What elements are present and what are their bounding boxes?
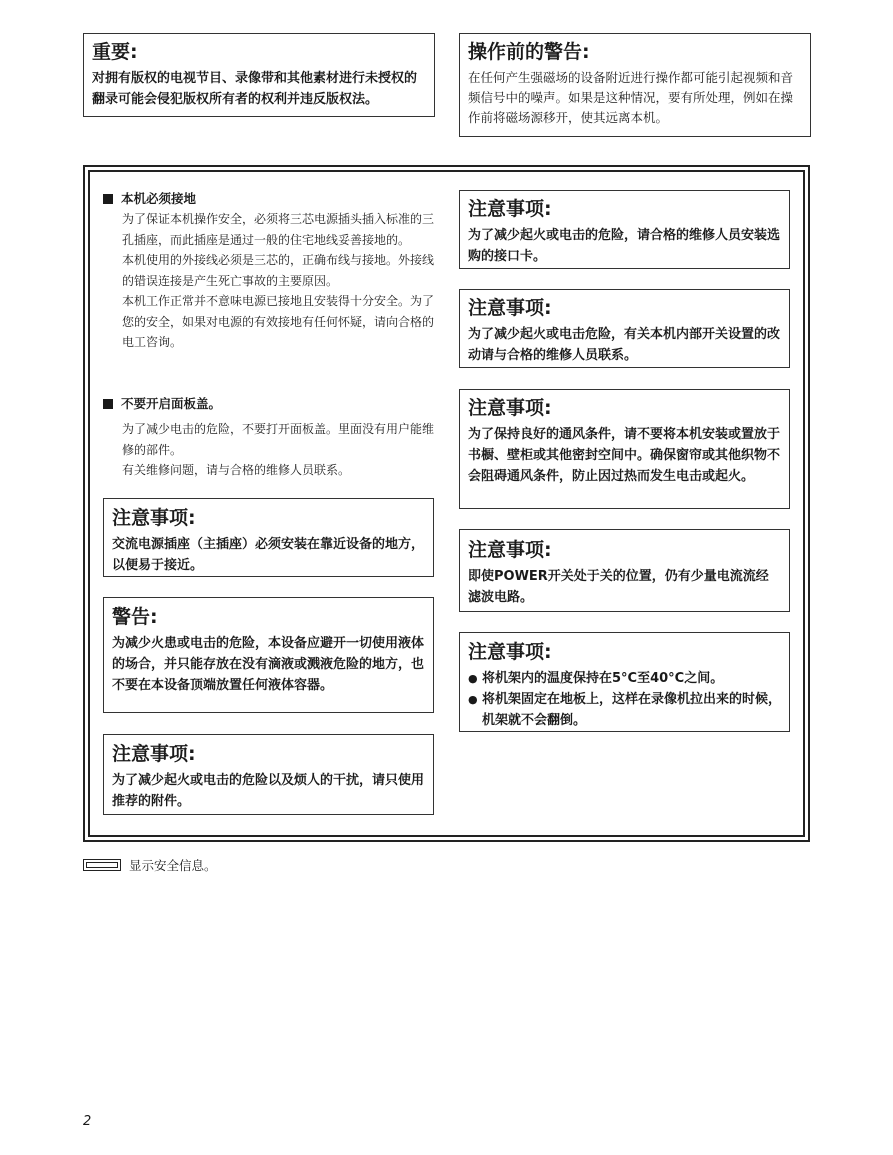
notice-body: 交流电源插座（主插座）必须安装在靠近设备的地方，以便易于接近。: [112, 537, 425, 573]
notice-title: 注意事项:: [468, 641, 552, 663]
legend-text: 显示安全信息。: [129, 858, 217, 873]
pre-operation-warning-body: 在任何产生强磁场的设备附近进行操作都可能引起视频和音频信号中的噪声。如果是这种情况，要有所处理，例如在操作前将磁场源移开，使其远离本机。: [468, 70, 794, 125]
grounding-paragraph-2: 本机使用的外接线必须是三芯的，正确布线与接地。外接线的错误连接是产生死亡事故的主要原因。: [122, 253, 435, 288]
rack-bullet-list: [468, 668, 781, 731]
grounding-heading-text: 本机必须接地: [121, 191, 197, 206]
panel-cover-body: [122, 419, 436, 481]
pre-operation-warning-title: 操作前的警告:: [468, 41, 590, 63]
notice-title: 注意事项:: [468, 297, 552, 319]
notice-interface-card: [459, 190, 790, 269]
notice-title: 注意事项:: [468, 198, 552, 220]
double-frame-icon: [83, 859, 121, 871]
warning-title: 警告:: [112, 606, 158, 628]
rack-bullet-fixing: ● 将机架固定在地板上，这样在录像机拉出来的时候，机架就不会翻倒。: [468, 689, 781, 731]
safety-legend: [83, 855, 217, 875]
panel-cover-paragraph-1: 为了减少电击的危险，不要打开面板盖。里面没有用户能维修的部件。: [122, 422, 435, 457]
notice-power-outlet: [103, 498, 434, 577]
warning-body: 为减少火患或电击的危险，本设备应避开一切使用液体的场合，并只能存放在没有滴液或溅液危险的地方，也不要在本设备顶端放置任何液体容器。: [112, 636, 425, 693]
notice-accessories: [103, 734, 434, 815]
pre-operation-warning-box: [459, 33, 811, 137]
notice-body: 即使POWER开关处于关的位置，仍有少量电流流经滤波电路。: [468, 569, 769, 605]
notice-title: 注意事项:: [468, 539, 552, 561]
important-title: 重要:: [92, 41, 138, 63]
square-bullet-icon: [103, 399, 113, 409]
rack-bullet-temperature: ● 将机架内的温度保持在5°C至40°C之间。: [468, 668, 781, 689]
notice-body: 为了减少起火或电击危险，有关本机内部开关设置的改动请与合格的维修人员联系。: [468, 327, 781, 363]
notice-power-switch: [459, 529, 790, 612]
notice-internal-switches: [459, 289, 790, 368]
page-number: 2: [83, 1114, 92, 1129]
grounding-paragraph-3: 本机工作正常并不意味电源已接地且安装得十分安全。为了您的安全，如果对电源的有效接地有任何怀疑，请向合格的电工咨询。: [122, 294, 435, 349]
notice-title: 注意事项:: [112, 507, 196, 529]
grounding-body: [122, 209, 436, 353]
warning-liquid: [103, 597, 434, 713]
square-bullet-icon: [103, 194, 113, 204]
important-body: 对拥有版权的电视节目、录像带和其他素材进行未授权的翻录可能会侵犯版权所有者的权利并违反版权法。: [92, 71, 418, 107]
panel-cover-heading: [103, 395, 221, 413]
notice-ventilation: [459, 389, 790, 509]
notice-rack: [459, 632, 790, 732]
notice-title: 注意事项:: [112, 743, 196, 765]
notice-body: 为了减少起火或电击的危险以及烦人的干扰，请只使用推荐的附件。: [112, 773, 425, 809]
notice-body: 为了保持良好的通风条件，请不要将本机安装或置放于书橱、壁柜或其他密封空间中。确保窗帘或其他织物不会阻碍通风条件，防止因过热而发生电击或起火。: [468, 427, 781, 484]
panel-cover-paragraph-2: 有关维修问题，请与合格的维修人员联系。: [122, 463, 351, 477]
panel-cover-heading-text: 不要开启面板盖。: [121, 396, 222, 411]
grounding-heading: [103, 190, 196, 208]
grounding-paragraph-1: 为了保证本机操作安全，必须将三芯电源插头插入标准的三孔插座，而此插座是通过一般的住宅地线妥善接地的。: [122, 212, 435, 247]
notice-body: 为了减少起火或电击的危险，请合格的维修人员安装选购的接口卡。: [468, 228, 781, 264]
important-notice-box: [83, 33, 435, 117]
notice-title: 注意事项:: [468, 397, 552, 419]
